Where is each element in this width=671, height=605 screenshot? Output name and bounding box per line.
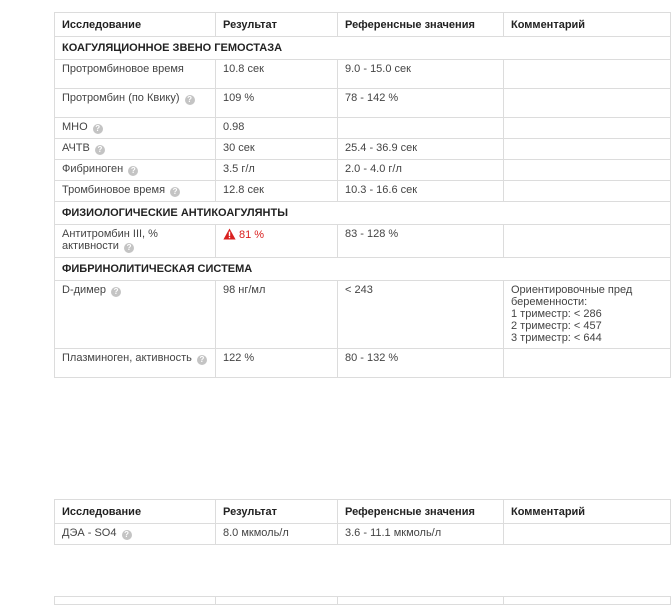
question-circle-icon[interactable]: ? (93, 124, 103, 134)
comment-cell (504, 60, 671, 89)
table-row (55, 160, 671, 181)
reference-value: 78 - 142 % (338, 89, 504, 118)
header-reference: Референсные значения (338, 500, 504, 524)
result-flag-low: 81 % (223, 229, 264, 241)
question-circle-icon[interactable]: ? (170, 187, 180, 197)
section-title-coagulation: КОАГУЛЯЦИОННОЕ ЗВЕНО ГЕМОСТАЗА (55, 37, 671, 60)
result-value (216, 225, 338, 258)
comment-cell (504, 281, 671, 349)
study-name: АЧТВ ? (55, 139, 216, 160)
reference-value: 83 - 128 % (338, 225, 504, 258)
result-value: 30 сек (216, 139, 338, 160)
table-row (55, 181, 671, 202)
study-name: ДЭА - SO4 ? (55, 524, 216, 545)
section-row (55, 258, 671, 281)
question-circle-icon[interactable]: ? (124, 243, 134, 253)
table-cell (504, 597, 671, 605)
comment-cell (504, 181, 671, 202)
comment-cell (504, 349, 671, 378)
study-name: МНО ? (55, 118, 216, 139)
comment-line: 1 триместр: < 286 (511, 308, 602, 320)
header-comment: Комментарий (504, 500, 671, 524)
header-result: Результат (216, 13, 338, 37)
result-value: 3.5 г/л (216, 160, 338, 181)
reference-value: < 243 (338, 281, 504, 349)
result-value: 10.8 сек (216, 60, 338, 89)
result-value: 8.0 мкмоль/л (216, 524, 338, 545)
reference-value (338, 118, 504, 139)
comment-line: 3 триместр: < 644 (511, 332, 602, 344)
warning-triangle-icon (223, 228, 236, 240)
section-title-anticoagulants: ФИЗИОЛОГИЧЕСКИЕ АНТИКОАГУЛЯНТЫ (55, 202, 671, 225)
reference-value: 10.3 - 16.6 сек (338, 181, 504, 202)
table-header-row (55, 13, 671, 37)
table-cell (55, 597, 216, 605)
study-name: Протромбиновое время (55, 60, 216, 89)
result-value: 12.8 сек (216, 181, 338, 202)
comment-line: 2 триместр: < 457 (511, 320, 602, 332)
result-value: 109 % (216, 89, 338, 118)
reference-value: 25.4 - 36.9 сек (338, 139, 504, 160)
reference-value: 80 - 132 % (338, 349, 504, 378)
results-table-dhea (54, 499, 671, 545)
reference-value: 3.6 - 11.1 мкмоль/л (338, 524, 504, 545)
question-circle-icon[interactable]: ? (95, 145, 105, 155)
comment-cell (504, 160, 671, 181)
table-cell (216, 597, 338, 605)
study-name: Плазминоген, активность ? (55, 349, 216, 378)
header-study: Исследование (55, 13, 216, 37)
study-name: Фибриноген ? (55, 160, 216, 181)
table-cell (338, 597, 504, 605)
study-name: Антитромбин III, % активности ? (55, 225, 216, 258)
table-row (55, 60, 671, 89)
comment-cell (504, 118, 671, 139)
table-row (55, 225, 671, 258)
question-circle-icon[interactable]: ? (197, 355, 207, 365)
reference-value: 2.0 - 4.0 г/л (338, 160, 504, 181)
header-result: Результат (216, 500, 338, 524)
question-circle-icon[interactable]: ? (185, 95, 195, 105)
question-circle-icon[interactable]: ? (111, 287, 121, 297)
table-header-row (55, 500, 671, 524)
table-row (55, 89, 671, 118)
table-row (55, 118, 671, 139)
results-table-next (54, 596, 671, 605)
section-row (55, 37, 671, 60)
question-circle-icon[interactable]: ? (128, 166, 138, 176)
study-name: Протромбин (по Квику) ? (55, 89, 216, 118)
comment-cell (504, 139, 671, 160)
header-study: Исследование (55, 500, 216, 524)
comment-line: беременности: (511, 296, 588, 308)
result-value: 0.98 (216, 118, 338, 139)
table-row (55, 524, 671, 545)
results-table-hemostasis (54, 12, 671, 378)
table-row (55, 139, 671, 160)
comment-cell (504, 225, 671, 258)
table-row (55, 597, 671, 605)
header-reference: Референсные значения (338, 13, 504, 37)
study-name: Тромбиновое время ? (55, 181, 216, 202)
header-comment: Комментарий (504, 13, 671, 37)
comment-cell (504, 524, 671, 545)
section-title-fibrinolytic: ФИБРИНОЛИТИЧЕСКАЯ СИСТЕМА (55, 258, 671, 281)
result-value: 98 нг/мл (216, 281, 338, 349)
comment-line: Ориентировочные пред (511, 284, 633, 296)
comment-cell (504, 89, 671, 118)
table-row (55, 349, 671, 378)
section-row (55, 202, 671, 225)
result-value: 122 % (216, 349, 338, 378)
question-circle-icon[interactable]: ? (122, 530, 132, 540)
study-name: D-димер ? (55, 281, 216, 349)
reference-value: 9.0 - 15.0 сек (338, 60, 504, 89)
table-row (55, 281, 671, 349)
